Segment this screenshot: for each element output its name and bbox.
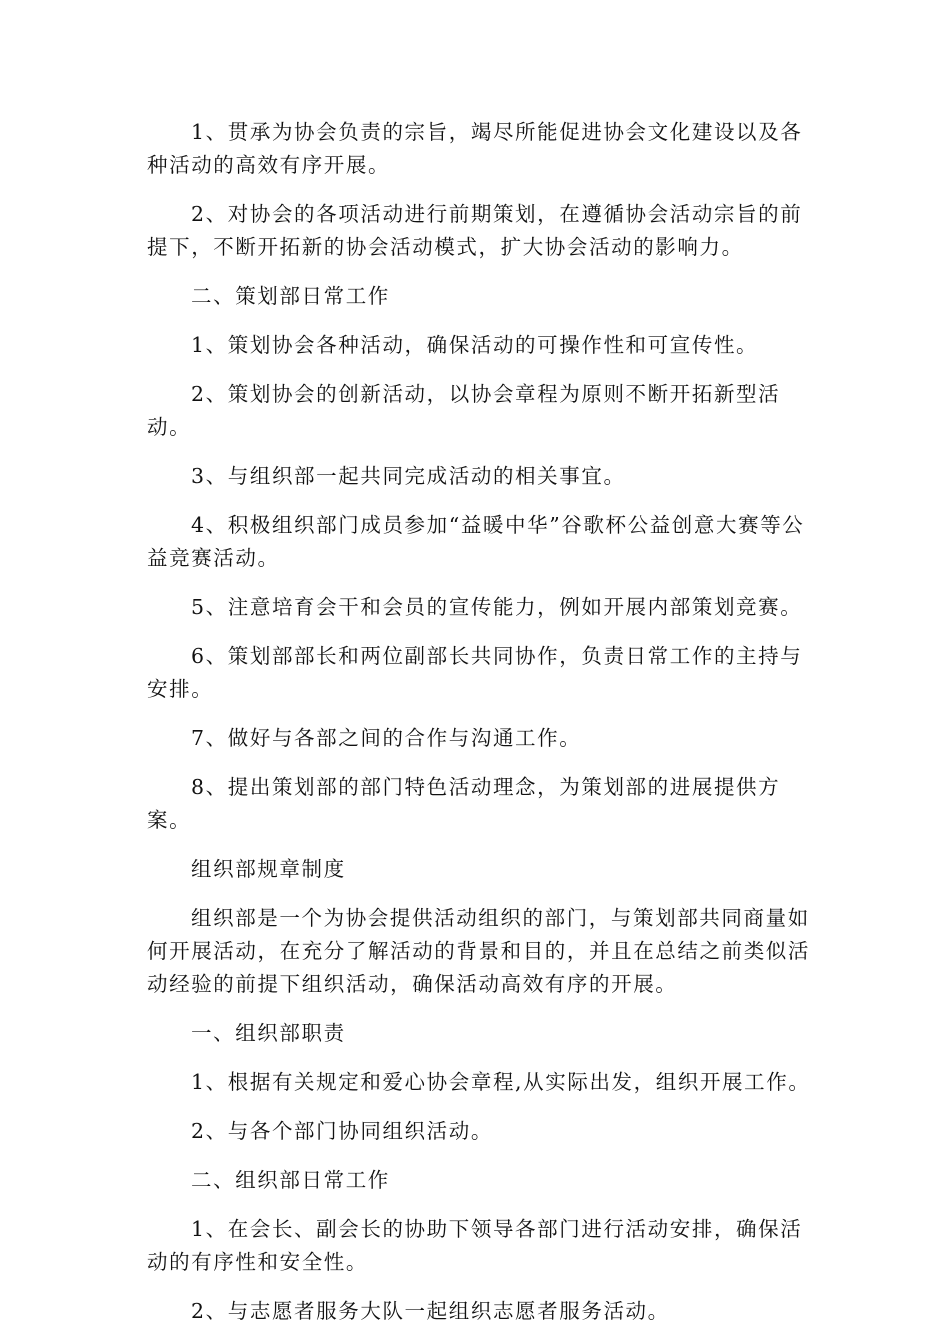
section-heading-organization-duties: 一、组织部职责	[191, 1021, 346, 1045]
paragraph-7: 5、注意培育会干和会员的宣传能力，例如开展内部策划竞赛。	[191, 595, 803, 619]
paragraph-13: 1、在会长、副会长的协助下领导各部门进行活动安排，确保活动的有序性和安全性。	[147, 1217, 803, 1274]
paragraph-12: 2、与各个部门协同组织活动。	[191, 1119, 493, 1143]
paragraph-2: 2、对协会的各项活动进行前期策划，在遵循协会活动宗旨的前提下，不断开拓新的协会活动模式，扩大协会活动的影响力。	[147, 202, 803, 259]
paragraph-14: 2、与志愿者服务大队一起组织志愿者服务活动。	[191, 1299, 670, 1323]
section-heading-planning-daily-work: 二、策划部日常工作	[191, 284, 390, 308]
section-heading-organization-rules: 组织部规章制度	[191, 857, 346, 881]
paragraph-3: 1、策划协会各种活动，确保活动的可操作性和可宣传性。	[191, 333, 759, 357]
section-heading-organization-daily-work: 二、组织部日常工作	[191, 1168, 390, 1192]
paragraph-1: 1、贯承为协会负责的宗旨，竭尽所能促进协会文化建设以及各种活动的高效有序开展。	[147, 120, 803, 177]
paragraph-8: 6、策划部部长和两位副部长共同协作，负责日常工作的主持与安排。	[147, 644, 803, 701]
paragraph-11: 1、根据有关规定和爱心协会章程,从实际出发，组织开展工作。	[191, 1070, 811, 1094]
paragraph-10: 8、提出策划部的部门特色活动理念，为策划部的进展提供方案。	[147, 775, 781, 832]
paragraph-4: 2、策划协会的创新活动，以协会章程为原则不断开拓新型活动。	[147, 382, 781, 439]
paragraph-organization-intro: 组织部是一个为协会提供活动组织的部门，与策划部共同商量如何开展活动，在充分了解活动的背景和目的，并且在总结之前类似活动经验的前提下组织活动，确保活动高效有序的开展。	[147, 906, 810, 996]
document-body	[147, 116, 817, 1344]
paragraph-9: 7、做好与各部之间的合作与沟通工作。	[191, 726, 582, 750]
paragraph-5: 3、与组织部一起共同完成活动的相关事宜。	[191, 464, 626, 488]
paragraph-6: 4、积极组织部门成员参加“益暖中华”谷歌杯公益创意大赛等公益竞赛活动。	[147, 513, 805, 570]
